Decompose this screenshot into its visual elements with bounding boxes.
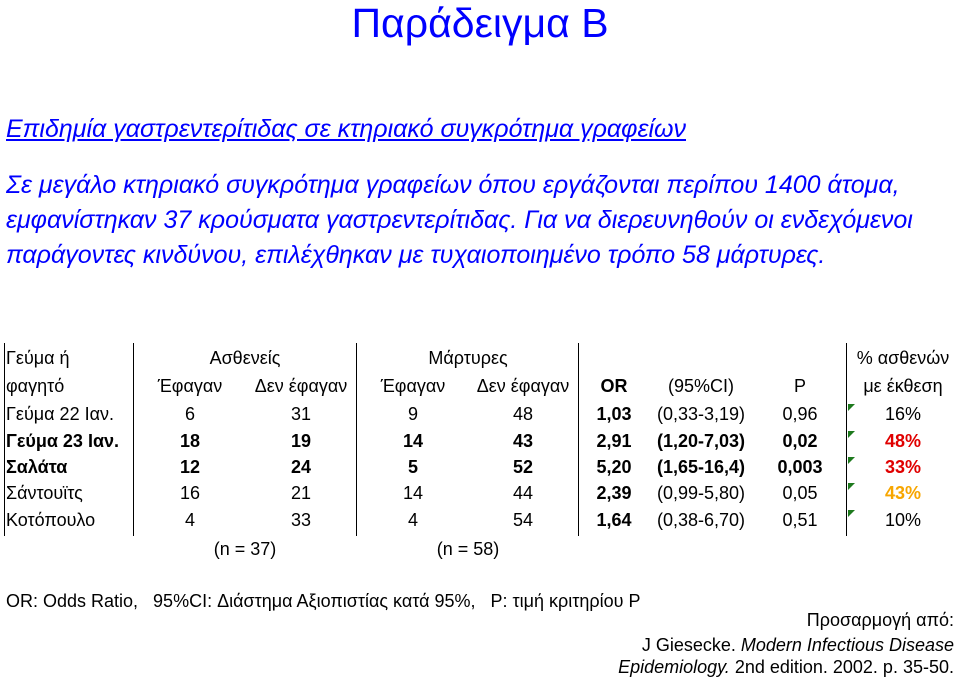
row-cases-not: 24 [290,457,312,477]
row-ci: (0,99-5,80) [656,483,746,503]
row-p: 0,02 [782,431,818,451]
row-controls-not: 44 [512,483,534,503]
header-p: P [793,376,806,396]
row-or: 2,39 [596,483,632,503]
header-cases-ate: Έφαγαν [157,376,223,396]
header-food-2: φαγητό [6,376,65,396]
row-food: Γεύμα 23 Ιαν. [6,431,120,451]
row-controls-not: 54 [512,510,534,530]
table-border-left [4,343,5,536]
source-line-1 [642,634,954,656]
row-pct: 10% [884,510,922,530]
row-ci: (0,38-6,70) [656,510,746,530]
header-cases: Ασθενείς [209,348,281,368]
row-cases-ate: 18 [179,431,201,451]
row-controls-ate: 14 [402,483,424,503]
row-controls-not: 52 [512,457,534,477]
row-controls-ate: 4 [407,510,418,530]
source-details: 2nd edition. 2002. p. 35-50. [729,657,954,677]
row-p: 0,05 [782,483,818,503]
row-cases-ate: 16 [179,483,201,503]
row-food: Σάντουϊτς [6,483,83,503]
source-line-2 [618,656,954,678]
row-controls-not: 43 [512,431,534,451]
header-pct: % ασθενών [856,348,950,368]
row-p: 0,51 [782,510,818,530]
row-ci: (1,65-16,4) [656,457,746,477]
source-author: J Giesecke. [641,635,741,655]
row-controls-ate: 5 [407,457,418,477]
row-cases-not: 21 [290,483,312,503]
intro-paragraph: Σε μεγάλο κτηριακό συγκρότημα γραφείων όπου εργάζονται περίπου 1400 άτομα, εμφανίστηκαν 37 κρούσματα γαστρεντερίτιδας. Για να διερευνηθούν οι ενδεχόμενοι παράγοντες κινδύνου, επιλέχθηκαν με τυχαιοποιημένο τρόπο 58 μάρτυρες. [6,171,913,269]
header-controls: Μάρτυρες [428,348,508,368]
row-ci: (0,33-3,19) [656,404,746,424]
header-controls-not: Δεν έφαγαν [476,376,570,396]
row-food: Σαλάτα [6,457,68,477]
row-controls-ate: 14 [402,431,424,451]
row-pct: 16% [884,404,922,424]
abbreviations-footnote: OR: Odds Ratio, 95%CI: Διάστημα Αξιοπιστίας κατά 95%, P: τιμή κριτηρίου P [6,591,641,611]
subtitle: Επιδημία γαστρεντερίτιδας σε κτηριακό συγκρότημα γραφείων [6,115,686,143]
row-ci: (1,20-7,03) [656,431,746,451]
table-divider [356,343,357,536]
row-or: 5,20 [596,457,632,477]
row-cases-not: 33 [290,510,312,530]
row-cases-ate: 6 [184,404,195,424]
cases-count: (n = 37) [213,539,277,559]
page-title: Παράδειγμα Β [351,0,609,46]
source-book: Modern Infectious Disease [740,635,954,655]
row-or: 2,91 [596,431,632,451]
row-pct: 33% [884,457,922,477]
header-cases-not: Δεν έφαγαν [254,376,348,396]
header-controls-ate: Έφαγαν [380,376,446,396]
header-food: Γεύμα ή [6,348,70,368]
row-cases-ate: 12 [179,457,201,477]
controls-count: (n = 58) [436,539,500,559]
source-book-2: Epidemiology. [618,657,730,677]
row-p: 0,003 [777,457,823,477]
row-pct: 48% [884,431,922,451]
row-or: 1,03 [596,404,632,424]
header-ci: (95%CI) [667,376,734,396]
row-food: Κοτόπουλο [6,510,96,530]
header-pct-2: με έκθεση [863,376,943,396]
row-p: 0,96 [782,404,818,424]
row-cases-not: 31 [290,404,312,424]
header-or: OR [600,376,628,396]
row-or: 1,64 [596,510,632,530]
table-divider [133,343,134,536]
row-controls-ate: 9 [407,404,418,424]
source-label: Προσαρμογή από: [806,610,954,630]
table-divider [578,343,579,536]
row-cases-not: 19 [290,431,312,451]
row-food: Γεύμα 22 Ιαν. [6,404,114,424]
row-controls-not: 48 [512,404,534,424]
row-cases-ate: 4 [184,510,195,530]
row-pct: 43% [884,483,922,503]
